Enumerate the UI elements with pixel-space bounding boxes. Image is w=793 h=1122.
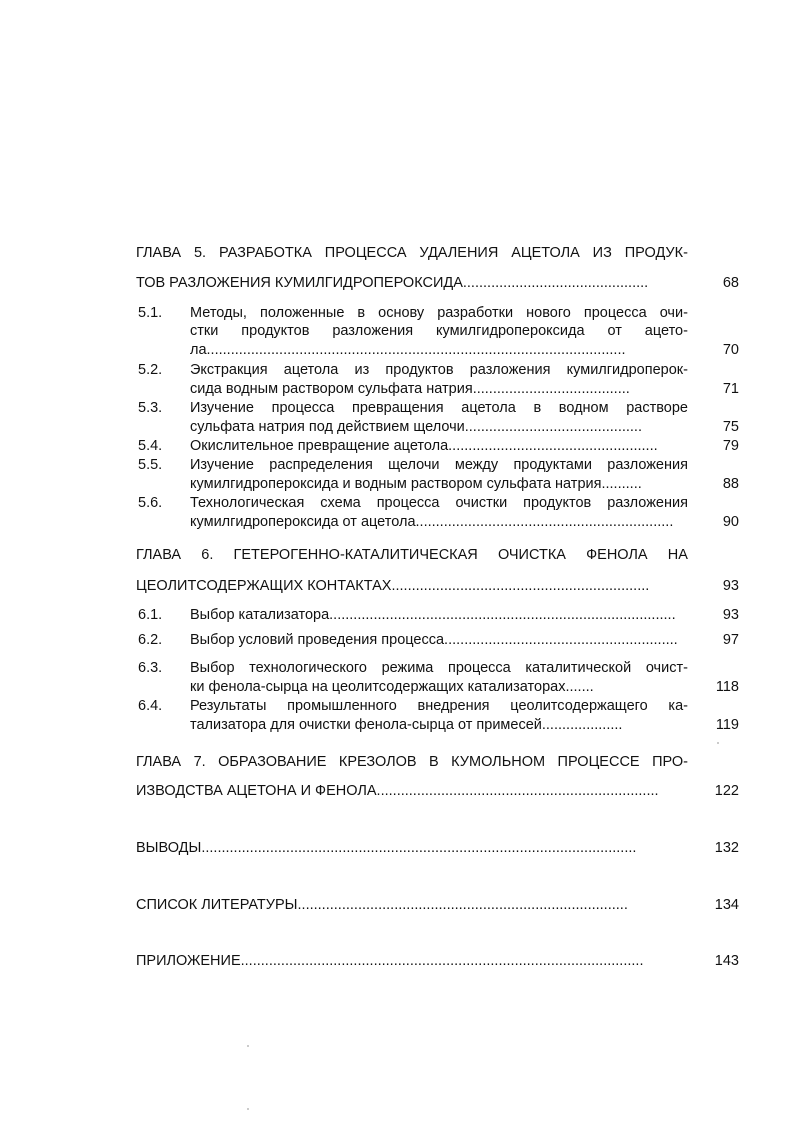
toc-word: ацетола <box>283 362 339 378</box>
scan-speck <box>247 1108 249 1110</box>
toc-word: 7. <box>193 754 206 770</box>
toc-ch7-title <box>136 752 688 772</box>
toc-word: продуктов <box>241 323 310 339</box>
toc-word: 6. <box>201 547 214 563</box>
leader-dots: .................... <box>541 717 623 733</box>
toc-6-1-text: Выбор катализатора <box>190 607 330 623</box>
leader-dots: .......................................................... <box>444 632 678 648</box>
toc-word: ПРОДУК- <box>624 245 688 261</box>
leader-dots: ...................................................................................... <box>329 607 676 623</box>
toc-word: очистки <box>455 495 508 511</box>
toc-6-4-number: 6.4. <box>138 698 163 714</box>
leader-dots: ........................................................................................................ <box>206 342 626 358</box>
toc-references-page: 134 <box>714 897 739 913</box>
leader-dots: ............................................................................................................ <box>201 840 637 856</box>
toc-conclusions-page: 132 <box>714 840 739 856</box>
toc-5-5-text: кумилгидропероксида и водным раствором сульфата натрия <box>190 476 602 492</box>
toc-word: цеолитсодержащего <box>510 698 648 714</box>
toc-word: РАЗРАБОТКА <box>218 245 312 261</box>
toc-word: процесса <box>376 495 440 511</box>
toc-word: разложения <box>607 495 688 511</box>
toc-word: ацето- <box>644 323 688 339</box>
toc-word: ка- <box>668 698 688 714</box>
toc-word: Результаты <box>190 698 267 714</box>
toc-6-2-page: 97 <box>722 632 739 648</box>
toc-ch6-page: 93 <box>722 578 739 594</box>
toc-word: положенные <box>260 305 345 321</box>
toc-word: ИЗ <box>592 245 612 261</box>
toc-word: продуктами <box>513 457 592 473</box>
toc-word: режима <box>381 660 434 676</box>
toc-5-3-title <box>190 398 688 418</box>
toc-word: ГЛАВА <box>136 245 182 261</box>
toc-word: технологического <box>249 660 367 676</box>
toc-ch6-title <box>136 545 688 565</box>
toc-6-1-number: 6.1. <box>138 607 163 623</box>
leader-dots: ....... <box>565 679 594 695</box>
toc-5-1-number: 5.1. <box>138 305 163 321</box>
toc-word: ОЧИСТКА <box>497 547 566 563</box>
toc-word: основу <box>378 305 425 321</box>
toc-6-3-number: 6.3. <box>138 660 163 676</box>
toc-word: кумилгидроперок- <box>566 362 688 378</box>
toc-5-1-title <box>190 303 688 323</box>
toc-word: процесса <box>271 400 335 416</box>
toc-word: между <box>454 457 499 473</box>
toc-6-3-page: 118 <box>715 679 739 695</box>
leader-dots: ................................................................ <box>391 578 650 594</box>
toc-5-5-title <box>190 455 688 475</box>
toc-5-1-title-cont <box>190 321 688 341</box>
toc-5-2-number: 5.2. <box>138 362 163 378</box>
toc-word: процесса <box>583 305 647 321</box>
toc-word: 5. <box>193 245 207 261</box>
toc-word: КУМОЛЬНОМ <box>451 754 546 770</box>
toc-5-6-title <box>190 493 688 513</box>
toc-6-2-text: Выбор условий проведения процесса <box>190 632 445 648</box>
toc-5-4-page: 79 <box>722 438 739 454</box>
toc-5-6-number: 5.6. <box>138 495 163 511</box>
toc-word: Методы, <box>190 305 247 321</box>
toc-ch5-title-cont <box>136 273 648 293</box>
leader-dots: ................................................................ <box>415 514 674 530</box>
toc-word: ПРОЦЕССЕ <box>557 754 640 770</box>
toc-word: из <box>354 362 370 378</box>
toc-5-5-page: 88 <box>722 476 739 492</box>
toc-word: Изучение <box>190 400 254 416</box>
toc-6-3-title <box>190 658 688 678</box>
toc-word: ПРОЦЕССА <box>324 245 407 261</box>
toc-word: разложения <box>469 362 551 378</box>
toc-5-1-page: 70 <box>722 342 739 358</box>
toc-word: очи- <box>659 305 688 321</box>
toc-word: НА <box>667 547 688 563</box>
toc-word: в <box>357 305 366 321</box>
toc-5-2-title <box>190 360 688 380</box>
scan-speck <box>717 742 719 744</box>
toc-word: разложения <box>332 323 414 339</box>
leader-dots: ...................................................................... <box>376 783 659 799</box>
toc-word: кумилгидропероксида <box>435 323 585 339</box>
toc-word: промышленного <box>287 698 397 714</box>
toc-word: ГЛАВА <box>136 547 182 563</box>
toc-appendix-page: 143 <box>714 953 739 969</box>
toc-5-6-page: 90 <box>722 514 739 530</box>
toc-5-3-text: сульфата натрия под действием щелочи <box>190 419 465 435</box>
toc-word: Технологическая <box>190 495 305 511</box>
toc-5-6-text: кумилгидропероксида от ацетола <box>190 514 416 530</box>
toc-6-3-text: ки фенола-сырца на цеолитсодержащих катализаторах <box>190 679 566 695</box>
toc-ch5-text: ТОВ РАЗЛОЖЕНИЯ КУМИЛГИДРОПЕРОКСИДА <box>136 275 463 291</box>
toc-word: распределения <box>269 457 373 473</box>
toc-word: КРЕЗОЛОВ <box>338 754 417 770</box>
leader-dots: .................................................... <box>448 438 658 454</box>
leader-dots: ............................................ <box>464 419 642 435</box>
leader-dots: .............................................. <box>462 275 649 291</box>
toc-ch5-title <box>136 243 688 263</box>
toc-word: водном <box>558 400 609 416</box>
toc-word: УДАЛЕНИЯ <box>419 245 499 261</box>
toc-appendix-text: ПРИЛОЖЕНИЕ <box>136 953 241 969</box>
toc-ch6-text: ЦЕОЛИТСОДЕРЖАЩИХ КОНТАКТАХ <box>136 578 392 594</box>
toc-ch7-text: ИЗВОДСТВА АЦЕТОНА И ФЕНОЛА <box>136 783 377 799</box>
toc-5-2-text: сида водным раствором сульфата натрия <box>190 381 473 397</box>
toc-word: ОБРАЗОВАНИЕ <box>218 754 327 770</box>
leader-dots: .................................................................................................... <box>240 953 644 969</box>
toc-6-4-page: 119 <box>715 717 739 733</box>
toc-word: ацетола <box>461 400 516 416</box>
toc-word: продуктов <box>385 362 454 378</box>
toc-6-2-number: 6.2. <box>138 632 163 648</box>
toc-word: Выбор <box>190 660 235 676</box>
toc-word: схема <box>320 495 361 511</box>
toc-word: внедрения <box>417 698 490 714</box>
toc-word: нового <box>526 305 571 321</box>
toc-word: разработки <box>437 305 514 321</box>
leader-dots: .................................................................................. <box>297 897 628 913</box>
toc-references-text: СПИСОК ЛИТЕРАТУРЫ <box>136 897 298 913</box>
toc-word: процесса <box>448 660 511 676</box>
toc-word: стки <box>190 323 219 339</box>
toc-ch7-page: 122 <box>714 783 739 799</box>
toc-word: ГЛАВА <box>136 754 182 770</box>
toc-word: превращения <box>352 400 444 416</box>
toc-ch5-page: 68 <box>722 275 739 291</box>
toc-6-4-title <box>190 696 688 716</box>
toc-5-3-page: 75 <box>722 419 739 435</box>
leader-dots: ....................................... <box>472 381 630 397</box>
toc-word: в <box>533 400 542 416</box>
toc-5-3-number: 5.3. <box>138 400 163 416</box>
toc-word: очист- <box>645 660 688 676</box>
toc-5-4-text: Окислительное превращение ацетола <box>190 438 449 454</box>
toc-word: В <box>429 754 439 770</box>
toc-6-4-text: тализатора для очистки фенола-сырца от примесей <box>190 717 542 733</box>
toc-5-1-text: ла <box>190 342 207 358</box>
toc-5-5-number: 5.5. <box>138 457 163 473</box>
toc-word: каталитической <box>525 660 632 676</box>
toc-word: ФЕНОЛА <box>586 547 648 563</box>
toc-word: АЦЕТОЛА <box>511 245 580 261</box>
toc-word: щелочи <box>388 457 440 473</box>
toc-word: Изучение <box>190 457 254 473</box>
toc-word: разложения <box>607 457 688 473</box>
toc-word: продуктов <box>523 495 592 511</box>
toc-5-2-page: 71 <box>722 381 739 397</box>
toc-6-1-page: 93 <box>722 607 739 623</box>
toc-word: растворе <box>626 400 688 416</box>
toc-word: ГЕТЕРОГЕННО-КАТАЛИТИЧЕСКАЯ <box>233 547 478 563</box>
toc-5-4-number: 5.4. <box>138 438 163 454</box>
leader-dots: .......... <box>601 476 642 492</box>
toc-word: Экстракция <box>190 362 268 378</box>
toc-word: от <box>607 323 622 339</box>
toc-conclusions-text: ВЫВОДЫ <box>136 840 202 856</box>
toc-word: ПРО- <box>652 754 688 770</box>
scan-speck <box>247 1045 249 1047</box>
